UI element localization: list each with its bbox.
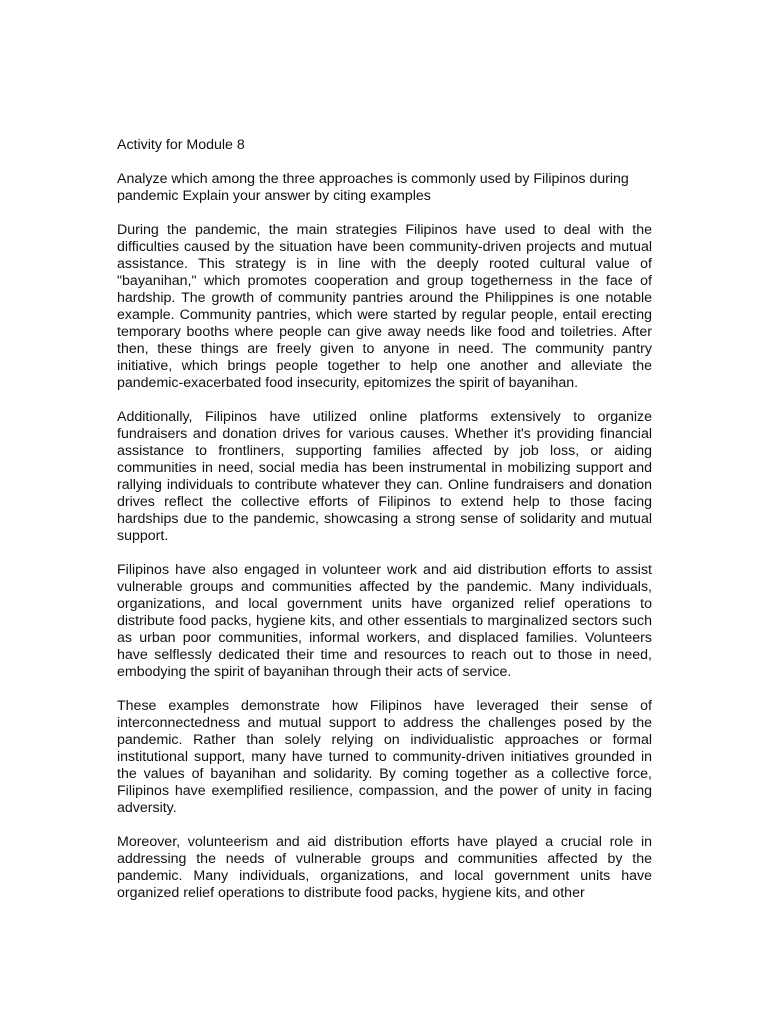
paragraph-5: Moreover, volunteerism and aid distribution efforts have played a crucial role in addressing the needs of vulnerable groups and communities affected by the pandemic. Many individuals, organizations, and local government units have organized relief operations to distribute food packs, hygiene kits, and other	[117, 834, 652, 901]
paragraph-3: Filipinos have also engaged in volunteer work and aid distribution efforts to assist vulnerable groups and communities affected by the pandemic. Many individuals, organizations, and local government units have organized relief operations to distribute food packs, hygiene kits, and other essentials to marginalized sectors such as urban poor communities, informal workers, and displaced families. Volunteers have selflessly dedicated their time and resources to reach out to those in need, embodying the spirit of bayanihan through their acts of service.	[117, 562, 652, 680]
paragraph-2: Additionally, Filipinos have utilized online platforms extensively to organize fundraisers and donation drives for various causes. Whether it's providing financial assistance to frontliners, supporting families affected by job loss, or aiding communities in need, social media has been instrumental in mobilizing support and rallying individuals to contribute whatever they can. Online fundraisers and donation drives reflect the collective efforts of Filipinos to extend help to those facing hardships due to the pandemic, showcasing a strong sense of solidarity and mutual support.	[117, 409, 652, 544]
document-title: Activity for Module 8	[117, 137, 245, 153]
paragraph-1: During the pandemic, the main strategies Filipinos have used to deal with the difficulties caused by the situation have been community-driven projects and mutual assistance. This strategy is in line with the deeply rooted cultural value of "bayanihan," which promotes cooperation and group togetherness in the face of hardship. The growth of community pantries around the Philippines is one notable example. Community pantries, which were started by regular people, entail erecting temporary booths where people can give away needs like food and toiletries. After then, these things are freely given to anyone in need. The community pantry initiative, which brings people together to help one another and alleviate the pandemic-exacerbated food insecurity, epitomizes the spirit of bayanihan.	[117, 222, 652, 391]
paragraph-4: These examples demonstrate how Filipinos have leveraged their sense of interconnectedness and mutual support to address the challenges posed by the pandemic. Rather than solely relying on individualistic approaches or formal institutional support, many have turned to community-driven initiatives grounded in the values of bayanihan and solidarity. By coming together as a collective force, Filipinos have exemplified resilience, compassion, and the power of unity in facing adversity.	[117, 698, 652, 816]
activity-question: Analyze which among the three approaches is commonly used by Filipinos during pandemic Explain your answer by citing examples	[117, 171, 629, 204]
document-body	[117, 137, 652, 919]
